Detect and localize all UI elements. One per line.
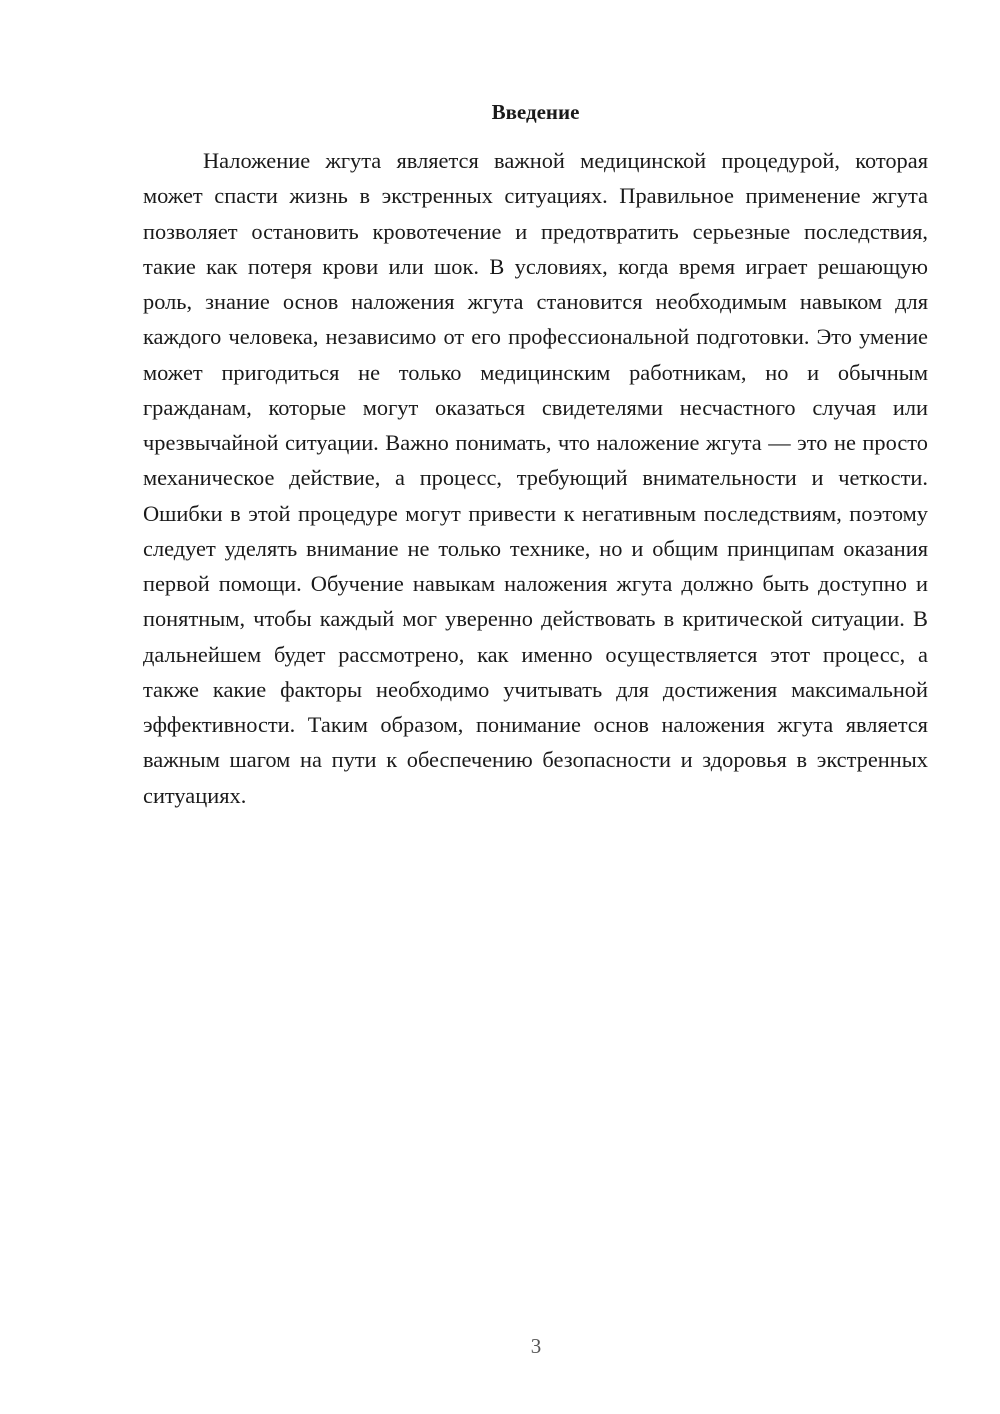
- body-paragraph: Наложение жгута является важной медицинской процедурой, которая может спасти жизнь в экстренных ситуациях. Правильное применение жгута позволяет остановить кровотечение и предотвратить серьезные последствия, такие как потеря крови или шок. В условиях, когда время играет решающую роль, знание основ наложения жгута становится необходимым навыком для каждого человека, независимо от его профессиональной подготовки. Это умение может пригодиться не только медицинским работникам, но и обычным гражданам, которые могут оказаться свидетелями несчастного случая или чрезвычайной ситуации. Важно понимать, что наложение жгута — это не просто механическое действие, а процесс, требующий внимательности и четкости. Ошибки в этой процедуре могут привести к негативным последствиям, поэтому следует уделять внимание не только технике, но и общим принципам оказания первой помощи. Обучение навыкам наложения жгута должно быть доступно и понятным, чтобы каждый мог уверенно действовать в критической ситуации. В дальнейшем будет рассмотрено, как именно осуществляется этот процесс, а также какие факторы необходимо учитывать для достижения максимальной эффективности. Таким образом, понимание основ наложения жгута является важным шагом на пути к обеспечению безопасности и здоровья в экстренных ситуациях.: [143, 148, 928, 808]
- page-number: 3: [530, 1334, 542, 1358]
- section-heading: Введение: [491, 100, 580, 124]
